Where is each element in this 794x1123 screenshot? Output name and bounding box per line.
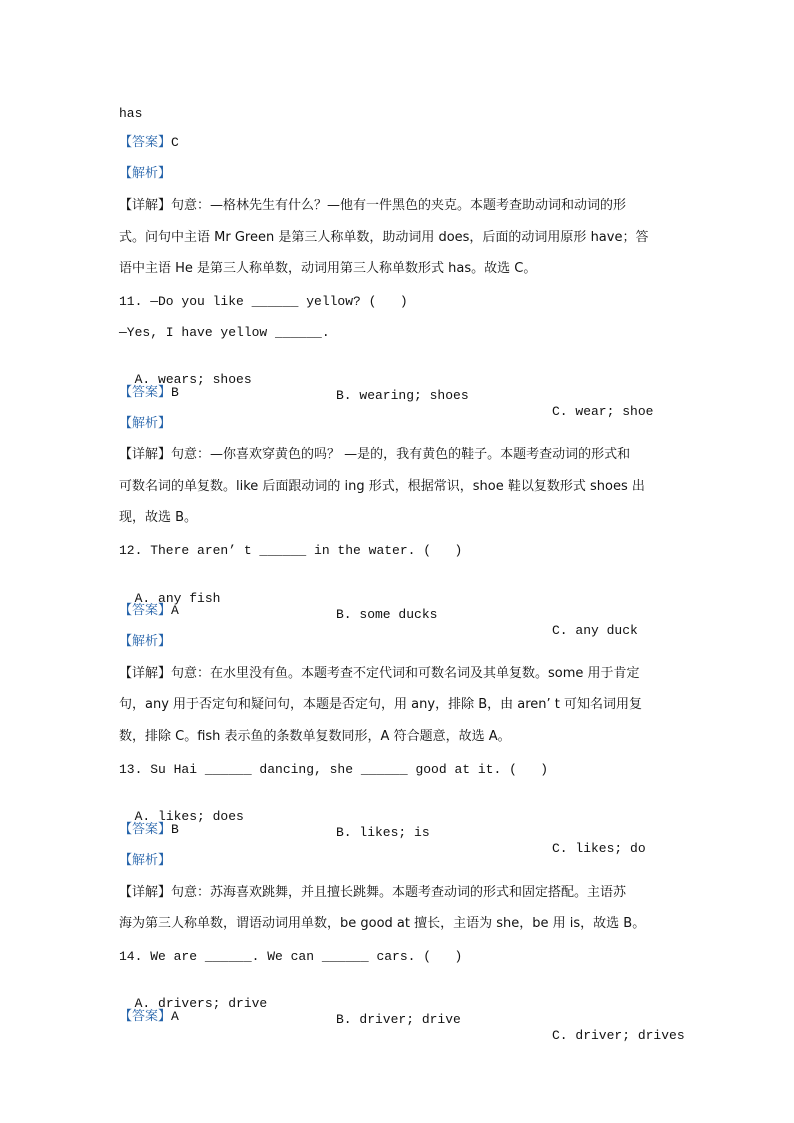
answer-value: B (171, 385, 179, 400)
answer-value: C (171, 135, 179, 150)
answer-line (119, 1009, 179, 1025)
answer-value: A (171, 1009, 179, 1024)
detail-tag: 【详解】 (119, 447, 172, 462)
option-c: C. likes; do (552, 841, 646, 856)
option-b: B. driver; drive (336, 1012, 461, 1027)
question-13: 13. Su Hai ______ dancing, she ______ good at it. ( ) (119, 762, 549, 777)
option-b: B. some ducks (336, 607, 438, 622)
prev-answer-tail: has (119, 106, 143, 121)
detail-line: 【详解】句意：苏海喜欢跳舞，并且擅长跳舞。本题考查动词的形式和固定搭配。主语苏 (119, 885, 627, 900)
answer-tag: 【答案】 (119, 603, 172, 618)
detail-line: 数，排除 C。fish 表示鱼的条数单复数同形，A 符合题意，故选 A。 (119, 729, 511, 744)
option-b: B. likes; is (336, 825, 430, 840)
question-11: 11. —Do you like ______ yellow? ( ) (119, 294, 408, 309)
option-a: A. wears; shoes (134, 372, 252, 387)
detail-line: 式。问句中主语 Mr Green 是第三人称单数，助动词用 does，后面的动词用原形 have；答 (119, 230, 649, 245)
answer-line (119, 135, 179, 151)
detail-line: 可数名词的单复数。like 后面跟动词的 ing 形式，根据常识，shoe 鞋以复数形式 shoes 出 (119, 479, 645, 494)
question-14-options (119, 980, 719, 1044)
question-11-reply: —Yes, I have yellow ______. (119, 325, 330, 340)
option-c: C. any duck (552, 623, 638, 638)
answer-value: A (171, 603, 179, 618)
detail-line: 海为第三人称单数，谓语动词用单数，be good at 擅长，主语为 she，be 用 is，故选 B。 (119, 916, 646, 931)
detail-line: 【详解】句意：在水里没有鱼。本题考查不定代词和可数名词及其单复数。some 用于肯定 (119, 666, 640, 681)
option-a: A. any fish (134, 591, 221, 606)
analysis-tag: 【解析】 (119, 853, 172, 868)
question-11-options (119, 356, 719, 420)
analysis-tag: 【解析】 (119, 166, 172, 181)
detail-line: 现，故选 B。 (119, 510, 198, 525)
analysis-tag: 【解析】 (119, 416, 172, 431)
question-14: 14. We are ______. We can ______ cars. ( ) (119, 949, 463, 964)
option-a: A. likes; does (134, 809, 244, 824)
answer-tag: 【答案】 (119, 135, 172, 150)
answer-tag: 【答案】 (119, 385, 172, 400)
answer-line (119, 385, 179, 401)
detail-line: 【详解】句意：—格林先生有什么？—他有一件黑色的夹克。本题考查助动词和动词的形 (119, 198, 627, 213)
question-13-options (119, 793, 719, 857)
analysis-tag: 【解析】 (119, 634, 172, 649)
answer-line (119, 822, 179, 838)
detail-tag: 【详解】 (119, 666, 172, 681)
answer-tag: 【答案】 (119, 822, 172, 837)
option-c: C. driver; drives (552, 1028, 685, 1043)
detail-line: 语中主语 He 是第三人称单数，动词用第三人称单数形式 has。故选 C。 (119, 261, 537, 276)
option-c: C. wear; shoe (552, 404, 654, 419)
answer-tag: 【答案】 (119, 1009, 172, 1024)
detail-line: 【详解】句意：—你喜欢穿黄色的吗？ —是的，我有黄色的鞋子。本题考查动词的形式和 (119, 447, 631, 462)
detail-line: 句，any 用于否定句和疑问句，本题是否定句，用 any，排除 B，由 aren’ t 可知名词用复 (119, 697, 643, 712)
answer-line (119, 603, 179, 619)
option-a: A. drivers; drive (134, 996, 268, 1011)
answer-value: B (171, 822, 179, 837)
question-12-options (119, 575, 719, 639)
question-12: 12. There aren’ t ______ in the water. ( ) (119, 543, 463, 558)
detail-tag: 【详解】 (119, 885, 172, 900)
option-b: B. wearing; shoes (336, 388, 469, 403)
detail-tag: 【详解】 (119, 198, 172, 213)
